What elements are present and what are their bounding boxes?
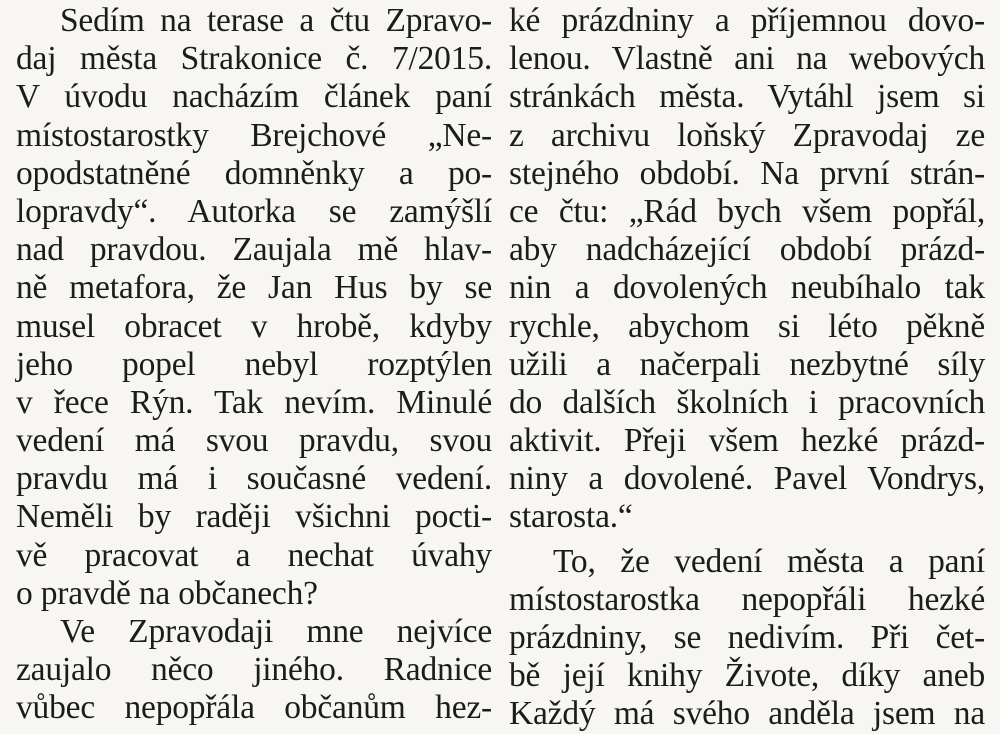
text-line: niny a dovolené. Pavel Vondrys, <box>509 460 985 498</box>
text-line: Ve Zpravodaji mne nejvíce <box>60 613 492 650</box>
text-line: jeho popel nebyl rozptýlen <box>16 345 492 383</box>
paragraph <box>509 543 985 734</box>
text-line: opodstatněné domněnky a po- <box>16 154 492 192</box>
right-column <box>509 2 985 734</box>
text-line: aby nadcházející období prázd- <box>509 231 985 269</box>
text-line: místostarostka nepopřáli hezké <box>509 580 985 618</box>
text-line: aktivit. Přeji všem hezké prázd- <box>509 422 985 460</box>
text-line: ně metafora, že Jan Hus by se <box>16 269 492 307</box>
text-line: bě její knihy Živote, díky aneb <box>509 657 985 695</box>
text-line: stránkách města. Vytáhl jsem si <box>509 78 985 116</box>
text-line: místostarostky Brejchové „Ne- <box>16 116 492 154</box>
text-line: užili a načerpali nezbytné síly <box>509 345 985 383</box>
text-line: To, že vedení města a paní <box>553 542 985 580</box>
text-line: vůbec nepopřála občanům hez- <box>16 689 492 727</box>
text-line: prázdniny, se nedivím. Při čet- <box>509 619 985 656</box>
text-line: zaujalo něco jiného. Radnice <box>16 651 492 689</box>
text-line: nad pravdou. Zaujala mě hlav- <box>16 231 492 269</box>
text-line: lopravdy“. Autorka se zamýšlí <box>16 192 492 230</box>
left-column <box>16 2 492 728</box>
text-line: do dalších školních i pracovních <box>509 383 985 421</box>
text-line: nin a dovolených neubíhalo tak <box>509 269 985 307</box>
text-line: ké prázdniny a příjemnou dovo- <box>509 2 985 39</box>
text-line: rychle, abychom si léto pěkně <box>509 307 985 345</box>
text-line: vedení má svou pravdu, svou <box>16 422 492 460</box>
text-line: Neměli by raději všichni pocti- <box>16 498 492 536</box>
text-line: Každý má svého anděla jsem na <box>509 695 985 733</box>
text-line: z archivu loňský Zpravodaj ze <box>509 116 985 154</box>
text-line: V úvodu nacházím článek paní <box>16 78 492 116</box>
paragraph <box>509 2 985 537</box>
paragraph <box>16 613 492 728</box>
text-line: Sedím na terase a čtu Zpravo- <box>60 2 492 39</box>
text-line: daj města Strakonice č. 7/2015. <box>16 40 492 78</box>
text-line: stejného období. Na první strán- <box>509 154 985 192</box>
paragraph <box>16 2 492 613</box>
text-line: starosta.“ <box>509 498 633 536</box>
text-line: musel obracet v hrobě, kdyby <box>16 307 492 345</box>
text-line: o pravdě na občanech? <box>16 574 318 612</box>
text-line: pravdu má i současné vedení. <box>16 460 492 498</box>
text-line: lenou. Vlastně ani na webových <box>509 40 985 78</box>
text-line: v řece Rýn. Tak nevím. Minulé <box>16 383 492 421</box>
text-line: ce čtu: „Rád bych všem popřál, <box>509 192 985 230</box>
text-line: vě pracovat a nechat úvahy <box>16 536 492 574</box>
